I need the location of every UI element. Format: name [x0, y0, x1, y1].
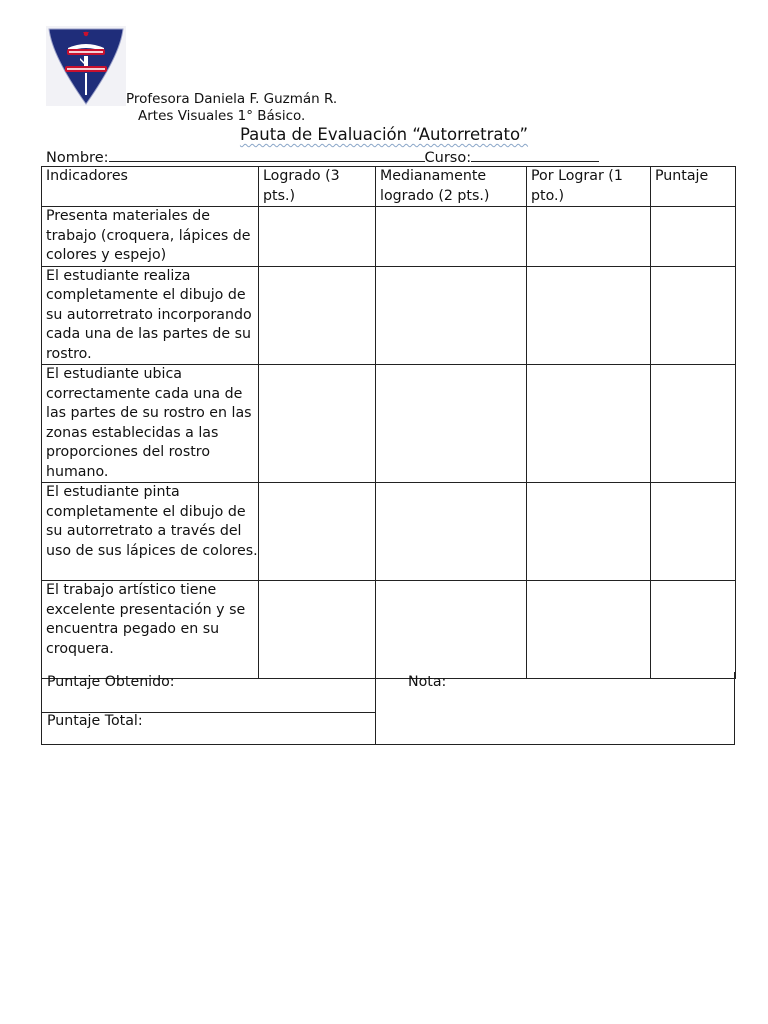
column-header: Por Lograr (1 pto.)	[527, 167, 651, 207]
logrado-cell[interactable]	[259, 207, 376, 267]
column-header: Puntaje	[651, 167, 736, 207]
subject-line: Artes Visuales 1° Básico.	[138, 108, 306, 124]
indicator-cell: El estudiante realiza completamente el dibujo de su autorretrato incorporando cada una de las partes de su rostro.	[42, 266, 259, 365]
indicator-cell: El trabajo artístico tiene excelente presentación y se encuentra pegado en su croquera.	[42, 581, 259, 679]
por-lograr-cell[interactable]	[527, 365, 651, 483]
name-field[interactable]	[109, 147, 425, 162]
medianamente-cell[interactable]	[376, 266, 527, 365]
indicator-cell: El estudiante ubica correctamente cada una de las partes de su rostro en las zonas establecidas a las proporciones del rostro humano.	[42, 365, 259, 483]
course-label: Curso:	[424, 150, 472, 166]
name-label: Nombre:	[46, 150, 109, 166]
column-header: Medianamente logrado (2 pts.)	[376, 167, 527, 207]
column-header: Logrado (3 pts.)	[259, 167, 376, 207]
puntaje-cell[interactable]	[651, 483, 736, 581]
table-row	[42, 483, 736, 581]
logrado-cell[interactable]	[259, 483, 376, 581]
table-header-row	[42, 167, 736, 207]
summary-divider	[375, 672, 376, 744]
por-lograr-cell[interactable]	[527, 581, 651, 679]
score-summary-box	[41, 672, 735, 745]
puntaje-cell[interactable]	[651, 581, 736, 679]
obtained-score-label: Puntaje Obtenido:	[47, 674, 175, 690]
rubric-table	[41, 166, 736, 679]
grade-label: Nota:	[408, 674, 447, 690]
logrado-cell[interactable]	[259, 266, 376, 365]
table-row	[42, 365, 736, 483]
puntaje-cell[interactable]	[651, 207, 736, 267]
medianamente-cell[interactable]	[376, 483, 527, 581]
column-header: Indicadores	[42, 167, 259, 207]
course-field[interactable]	[471, 147, 599, 162]
por-lograr-cell[interactable]	[527, 207, 651, 267]
table-row	[42, 207, 736, 267]
puntaje-cell[interactable]	[651, 266, 736, 365]
medianamente-cell[interactable]	[376, 365, 527, 483]
total-score-label: Puntaje Total:	[47, 713, 143, 729]
puntaje-cell[interactable]	[651, 365, 736, 483]
page-title-text: Pauta de Evaluación “Autorretrato”	[239, 125, 529, 144]
logrado-cell[interactable]	[259, 581, 376, 679]
por-lograr-cell[interactable]	[527, 483, 651, 581]
indicator-cell: Presenta materiales de trabajo (croquera, lápices de colores y espejo)	[42, 207, 259, 267]
table-row	[42, 266, 736, 365]
teacher-name: Profesora Daniela F. Guzmán R.	[126, 91, 338, 107]
logrado-cell[interactable]	[259, 365, 376, 483]
medianamente-cell[interactable]	[376, 581, 527, 679]
name-course-line	[46, 147, 599, 167]
medianamente-cell[interactable]	[376, 207, 527, 267]
school-crest-icon	[46, 26, 126, 106]
indicator-cell: El estudiante pinta completamente el dibujo de su autorretrato a través del uso de sus lápices de colores.	[42, 483, 259, 581]
table-row	[42, 581, 736, 679]
page-title	[0, 125, 768, 145]
por-lograr-cell[interactable]	[527, 266, 651, 365]
